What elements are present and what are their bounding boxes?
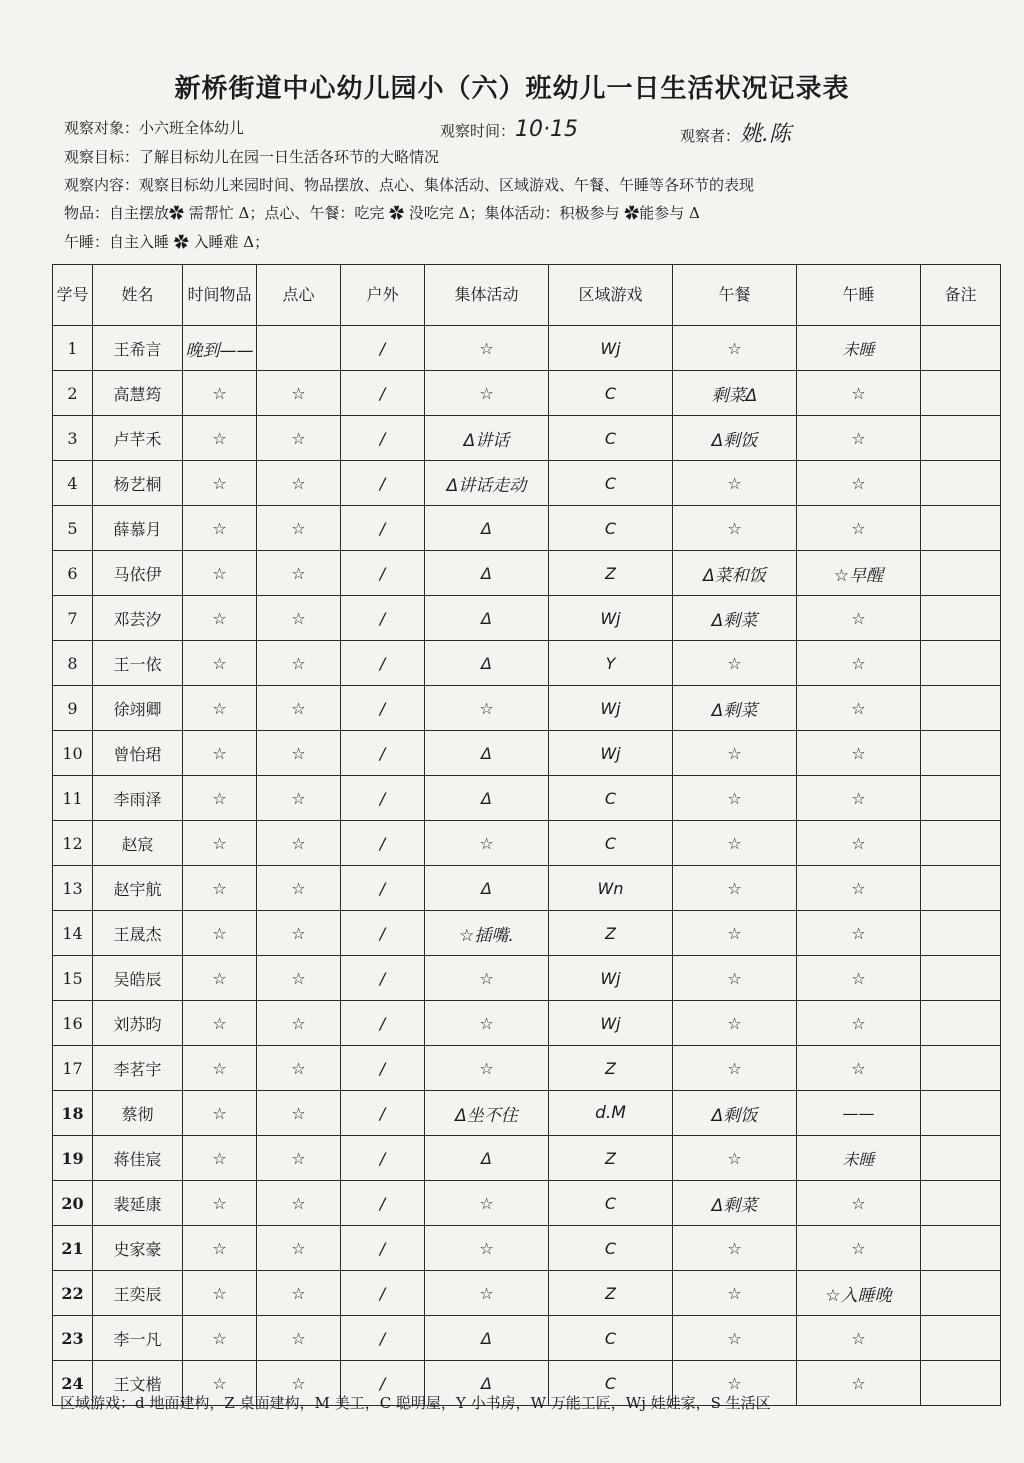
- snack-mark: ☆: [257, 731, 341, 776]
- lunch-mark: ☆: [673, 911, 797, 956]
- table-row: [53, 1091, 1001, 1136]
- header-cell: 备注: [921, 265, 1001, 326]
- lunch-mark: ☆: [673, 956, 797, 1001]
- student-name: 王希言: [93, 326, 183, 371]
- student-number: 1: [53, 326, 93, 371]
- lunch-mark: ☆: [673, 821, 797, 866]
- header-cell: 时间物品: [183, 265, 257, 326]
- group-activity-mark: ☆: [425, 686, 549, 731]
- area-game-mark: d.M: [549, 1091, 673, 1136]
- student-number: 8: [53, 641, 93, 686]
- table-row: [53, 776, 1001, 821]
- student-name: 赵宸: [93, 821, 183, 866]
- student-number: 9: [53, 686, 93, 731]
- group-activity-mark: Δ: [425, 506, 549, 551]
- content-label: 观察内容：: [64, 176, 140, 194]
- outdoor-mark: /: [341, 1091, 425, 1136]
- area-game-mark: Wj: [549, 596, 673, 641]
- observation-goal: [64, 146, 439, 167]
- items-mark: ☆: [183, 1361, 257, 1406]
- student-number: 7: [53, 596, 93, 641]
- lunch-mark: ☆: [673, 641, 797, 686]
- area-game-mark: Wj: [549, 956, 673, 1001]
- table-row: [53, 1136, 1001, 1181]
- lunch-mark: ☆: [673, 461, 797, 506]
- nap-mark: ☆: [797, 506, 921, 551]
- remark-cell: [921, 461, 1001, 506]
- area-game-mark: Z: [549, 1046, 673, 1091]
- student-name: 赵宇航: [93, 866, 183, 911]
- area-game-mark: C: [549, 506, 673, 551]
- items-mark: 晚到——: [183, 326, 257, 371]
- outdoor-mark: /: [341, 1226, 425, 1271]
- nap-mark: ☆: [797, 911, 921, 956]
- nap-mark: ☆: [797, 731, 921, 776]
- outdoor-mark: /: [341, 1361, 425, 1406]
- lunch-mark: ☆: [673, 1136, 797, 1181]
- lunch-mark: ☆: [673, 506, 797, 551]
- lunch-mark: ☆: [673, 1316, 797, 1361]
- student-name: 马依伊: [93, 551, 183, 596]
- time-label: 观察时间：: [440, 122, 516, 140]
- items-mark: ☆: [183, 911, 257, 956]
- table-row: [53, 641, 1001, 686]
- observation-time: [440, 117, 578, 142]
- remark-cell: [921, 866, 1001, 911]
- group-activity-mark: ☆: [425, 956, 549, 1001]
- remark-cell: [921, 1226, 1001, 1271]
- outdoor-mark: /: [341, 641, 425, 686]
- remark-cell: [921, 731, 1001, 776]
- nap-mark: ☆: [797, 641, 921, 686]
- snack-mark: ☆: [257, 551, 341, 596]
- lunch-mark: ☆: [673, 866, 797, 911]
- student-name: 李茗宇: [93, 1046, 183, 1091]
- outdoor-mark: /: [341, 866, 425, 911]
- table-row: [53, 596, 1001, 641]
- outdoor-mark: /: [341, 956, 425, 1001]
- area-game-mark: C: [549, 776, 673, 821]
- student-number: 12: [53, 821, 93, 866]
- items-mark: ☆: [183, 956, 257, 1001]
- area-game-mark: Z: [549, 551, 673, 596]
- header-cell: 午睡: [797, 265, 921, 326]
- group-activity-mark: Δ: [425, 776, 549, 821]
- outdoor-mark: /: [341, 416, 425, 461]
- header-cell: 点心: [257, 265, 341, 326]
- outdoor-mark: /: [341, 1046, 425, 1091]
- snack-mark: ☆: [257, 1181, 341, 1226]
- student-name: 吴皓辰: [93, 956, 183, 1001]
- student-number: 15: [53, 956, 93, 1001]
- student-number: 24: [53, 1361, 93, 1406]
- table-row: [53, 461, 1001, 506]
- outdoor-mark: /: [341, 776, 425, 821]
- nap-mark: 未睡: [797, 326, 921, 371]
- items-mark: ☆: [183, 1226, 257, 1271]
- nap-mark: ☆: [797, 1226, 921, 1271]
- header-cell: 学号: [53, 265, 93, 326]
- group-activity-mark: Δ: [425, 1316, 549, 1361]
- lunch-mark: ☆: [673, 1046, 797, 1091]
- observation-content: [64, 174, 754, 195]
- nap-mark: ☆: [797, 371, 921, 416]
- outdoor-mark: /: [341, 1001, 425, 1046]
- outdoor-mark: /: [341, 461, 425, 506]
- student-name: 王晟杰: [93, 911, 183, 956]
- snack-mark: ☆: [257, 461, 341, 506]
- table-row: [53, 866, 1001, 911]
- items-mark: ☆: [183, 866, 257, 911]
- outdoor-mark: /: [341, 596, 425, 641]
- snack-mark: ☆: [257, 1091, 341, 1136]
- snack-mark: ☆: [257, 776, 341, 821]
- remark-cell: [921, 956, 1001, 1001]
- student-number: 23: [53, 1316, 93, 1361]
- nap-mark: ☆: [797, 1361, 921, 1406]
- remark-cell: [921, 776, 1001, 821]
- snack-mark: ☆: [257, 416, 341, 461]
- lunch-mark: Δ剩菜: [673, 686, 797, 731]
- area-game-mark: C: [549, 821, 673, 866]
- items-mark: ☆: [183, 1136, 257, 1181]
- nap-mark: 未睡: [797, 1136, 921, 1181]
- snack-mark: ☆: [257, 1046, 341, 1091]
- header-cell: 集体活动: [425, 265, 549, 326]
- area-game-mark: C: [549, 416, 673, 461]
- nap-mark: ☆: [797, 416, 921, 461]
- group-activity-mark: Δ: [425, 641, 549, 686]
- nap-mark: ☆: [797, 956, 921, 1001]
- group-activity-mark: ☆: [425, 1226, 549, 1271]
- group-activity-mark: Δ讲话走动: [425, 461, 549, 506]
- student-number: 13: [53, 866, 93, 911]
- items-mark: ☆: [183, 776, 257, 821]
- snack-mark: ☆: [257, 956, 341, 1001]
- student-number: 3: [53, 416, 93, 461]
- student-number: 17: [53, 1046, 93, 1091]
- sheet-title: 新桥街道中心幼儿园小（六）班幼儿一日生活状况记录表: [174, 74, 850, 104]
- group-activity-mark: Δ: [425, 596, 549, 641]
- lunch-mark: ☆: [673, 1226, 797, 1271]
- items-mark: ☆: [183, 551, 257, 596]
- remark-cell: [921, 1271, 1001, 1316]
- items-mark: ☆: [183, 596, 257, 641]
- group-activity-mark: Δ: [425, 1136, 549, 1181]
- header-cell: 姓名: [93, 265, 183, 326]
- student-number: 16: [53, 1001, 93, 1046]
- nap-mark: ☆: [797, 1046, 921, 1091]
- outdoor-mark: /: [341, 911, 425, 956]
- area-game-mark: C: [549, 371, 673, 416]
- nap-mark: ☆: [797, 1316, 921, 1361]
- remark-cell: [921, 1181, 1001, 1226]
- student-number: 21: [53, 1226, 93, 1271]
- lunch-mark: Δ剩饭: [673, 416, 797, 461]
- student-name: 邓芸汐: [93, 596, 183, 641]
- items-mark: ☆: [183, 1316, 257, 1361]
- remark-cell: [921, 1046, 1001, 1091]
- table-row: [53, 956, 1001, 1001]
- snack-mark: ☆: [257, 596, 341, 641]
- group-activity-mark: ☆: [425, 326, 549, 371]
- remark-cell: [921, 371, 1001, 416]
- student-name: 曾怡珺: [93, 731, 183, 776]
- group-activity-mark: ☆: [425, 1181, 549, 1226]
- items-mark: ☆: [183, 1271, 257, 1316]
- group-activity-mark: Δ: [425, 551, 549, 596]
- items-mark: ☆: [183, 821, 257, 866]
- area-game-mark: C: [549, 1361, 673, 1406]
- nap-mark: ☆: [797, 821, 921, 866]
- snack-mark: ☆: [257, 1001, 341, 1046]
- snack-mark: ☆: [257, 1316, 341, 1361]
- group-activity-mark: Δ: [425, 866, 549, 911]
- student-number: 10: [53, 731, 93, 776]
- object-label: 观察对象：: [64, 119, 140, 137]
- outdoor-mark: /: [341, 1136, 425, 1181]
- table-row: [53, 416, 1001, 461]
- observer-value: 姚.陈: [740, 122, 792, 147]
- area-game-legend: 区域游戏：d 地面建构，Z 桌面建构，M 美工，C 聪明屋，Y 小书房，W 万能工匠，Wj 娃娃家，S 生活区: [60, 1394, 771, 1412]
- group-activity-mark: Δ坐不住: [425, 1091, 549, 1136]
- outdoor-mark: /: [341, 371, 425, 416]
- remark-cell: [921, 1091, 1001, 1136]
- items-mark: ☆: [183, 731, 257, 776]
- remark-cell: [921, 821, 1001, 866]
- remark-cell: [921, 641, 1001, 686]
- group-activity-mark: Δ讲话: [425, 416, 549, 461]
- student-name: 李雨泽: [93, 776, 183, 821]
- items-mark: ☆: [183, 1091, 257, 1136]
- student-number: 19: [53, 1136, 93, 1181]
- lunch-mark: ☆: [673, 326, 797, 371]
- area-game-mark: Z: [549, 1271, 673, 1316]
- header-row: [53, 265, 1001, 326]
- table-row: [53, 1001, 1001, 1046]
- outdoor-mark: /: [341, 686, 425, 731]
- lunch-mark: ☆: [673, 776, 797, 821]
- remark-cell: [921, 1136, 1001, 1181]
- table-row: [53, 1181, 1001, 1226]
- student-name: 裴延康: [93, 1181, 183, 1226]
- snack-mark: ☆: [257, 1136, 341, 1181]
- snack-mark: ☆: [257, 1226, 341, 1271]
- group-activity-mark: Δ: [425, 731, 549, 776]
- group-activity-mark: ☆: [425, 371, 549, 416]
- student-name: 蒋佳宸: [93, 1136, 183, 1181]
- snack-mark: ☆: [257, 911, 341, 956]
- area-game-mark: C: [549, 1316, 673, 1361]
- snack-mark: ☆: [257, 1361, 341, 1406]
- outdoor-mark: /: [341, 326, 425, 371]
- outdoor-mark: /: [341, 731, 425, 776]
- student-number: 4: [53, 461, 93, 506]
- student-name: 杨艺桐: [93, 461, 183, 506]
- items-mark: ☆: [183, 1181, 257, 1226]
- object-value: 小六班全体幼儿: [139, 119, 245, 137]
- table-row: [53, 326, 1001, 371]
- lunch-mark: ☆: [673, 731, 797, 776]
- snack-mark: ☆: [257, 641, 341, 686]
- nap-mark: ☆: [797, 686, 921, 731]
- lunch-mark: Δ菜和饭: [673, 551, 797, 596]
- snack-mark: ☆: [257, 506, 341, 551]
- outdoor-mark: /: [341, 1316, 425, 1361]
- legend-line-1: 物品：自主摆放✿ 需帮忙 Δ；点心、午餐：吃完 ✿ 没吃完 Δ；集体活动：积极参与 ✿能参与 Δ: [64, 204, 700, 222]
- student-number: 6: [53, 551, 93, 596]
- group-activity-mark: ☆插嘴.: [425, 911, 549, 956]
- remark-cell: [921, 1316, 1001, 1361]
- nap-mark: ☆: [797, 1001, 921, 1046]
- nap-mark: ☆早醒: [797, 551, 921, 596]
- outdoor-mark: /: [341, 551, 425, 596]
- outdoor-mark: /: [341, 1271, 425, 1316]
- table-row: [53, 1316, 1001, 1361]
- student-number: 11: [53, 776, 93, 821]
- observer: [680, 117, 791, 148]
- items-mark: ☆: [183, 461, 257, 506]
- snack-mark: ☆: [257, 1271, 341, 1316]
- nap-mark: ☆: [797, 1181, 921, 1226]
- student-number: 2: [53, 371, 93, 416]
- student-name: 王奕辰: [93, 1271, 183, 1316]
- legend-line-2: 午睡：自主入睡 ✿ 入睡难 Δ；: [64, 233, 270, 251]
- items-mark: ☆: [183, 416, 257, 461]
- snack-mark: [257, 326, 341, 371]
- area-game-mark: Wj: [549, 1001, 673, 1046]
- content-value: 观察目标幼儿来园时间、物品摆放、点心、集体活动、区域游戏、午餐、午睡等各环节的表现: [139, 176, 755, 194]
- outdoor-mark: /: [341, 821, 425, 866]
- student-name: 史家豪: [93, 1226, 183, 1271]
- goal-value: 了解目标幼儿在园一日生活各环节的大略情况: [139, 148, 440, 166]
- student-name: 王文楷: [93, 1361, 183, 1406]
- remark-cell: [921, 1361, 1001, 1406]
- area-game-mark: Wj: [549, 326, 673, 371]
- table-row: [53, 371, 1001, 416]
- lunch-mark: Δ剩饭: [673, 1091, 797, 1136]
- items-mark: ☆: [183, 641, 257, 686]
- student-name: 蔡彻: [93, 1091, 183, 1136]
- table-row: [53, 551, 1001, 596]
- student-number: 14: [53, 911, 93, 956]
- items-mark: ☆: [183, 371, 257, 416]
- student-number: 5: [53, 506, 93, 551]
- student-name: 刘苏昀: [93, 1001, 183, 1046]
- student-name: 徐翊卿: [93, 686, 183, 731]
- outdoor-mark: /: [341, 1181, 425, 1226]
- area-game-mark: Z: [549, 1136, 673, 1181]
- goal-label: 观察目标：: [64, 148, 140, 166]
- area-game-mark: Z: [549, 911, 673, 956]
- area-game-mark: C: [549, 1181, 673, 1226]
- group-activity-mark: ☆: [425, 1046, 549, 1091]
- lunch-mark: Δ剩菜: [673, 1181, 797, 1226]
- student-number: 22: [53, 1271, 93, 1316]
- header-cell: 户外: [341, 265, 425, 326]
- area-game-mark: Y: [549, 641, 673, 686]
- remark-cell: [921, 911, 1001, 956]
- lunch-mark: ☆: [673, 1001, 797, 1046]
- outdoor-mark: /: [341, 506, 425, 551]
- items-mark: ☆: [183, 1046, 257, 1091]
- area-game-mark: C: [549, 461, 673, 506]
- remark-cell: [921, 596, 1001, 641]
- snack-mark: ☆: [257, 371, 341, 416]
- remark-cell: [921, 506, 1001, 551]
- lunch-mark: Δ剩菜: [673, 596, 797, 641]
- header-cell: 区域游戏: [549, 265, 673, 326]
- lunch-mark: 剩菜Δ: [673, 371, 797, 416]
- area-game-mark: Wj: [549, 686, 673, 731]
- items-mark: ☆: [183, 506, 257, 551]
- nap-mark: ——: [797, 1091, 921, 1136]
- table-body: [53, 326, 1001, 1406]
- time-value: 10·15: [515, 117, 578, 142]
- student-name: 高慧筠: [93, 371, 183, 416]
- student-name: 卢芊禾: [93, 416, 183, 461]
- nap-mark: ☆: [797, 461, 921, 506]
- lunch-mark: ☆: [673, 1361, 797, 1406]
- remark-cell: [921, 686, 1001, 731]
- observer-label: 观察者：: [680, 127, 741, 145]
- remark-cell: [921, 416, 1001, 461]
- remark-cell: [921, 1001, 1001, 1046]
- items-mark: ☆: [183, 1001, 257, 1046]
- nap-mark: ☆入睡晚: [797, 1271, 921, 1316]
- snack-mark: ☆: [257, 821, 341, 866]
- table-row: [53, 506, 1001, 551]
- area-game-mark: Wn: [549, 866, 673, 911]
- table-row: [53, 1046, 1001, 1091]
- table-row: [53, 911, 1001, 956]
- snack-mark: ☆: [257, 866, 341, 911]
- nap-mark: ☆: [797, 866, 921, 911]
- area-game-mark: Wj: [549, 731, 673, 776]
- student-number: 18: [53, 1091, 93, 1136]
- group-activity-mark: Δ: [425, 1361, 549, 1406]
- items-mark: ☆: [183, 686, 257, 731]
- student-number: 20: [53, 1181, 93, 1226]
- table-row: [53, 686, 1001, 731]
- student-name: 王一依: [93, 641, 183, 686]
- observation-object: [64, 117, 244, 138]
- table-row: [53, 1271, 1001, 1316]
- lunch-mark: ☆: [673, 1271, 797, 1316]
- table-row: [53, 731, 1001, 776]
- remark-cell: [921, 326, 1001, 371]
- table-row: [53, 1226, 1001, 1271]
- table-row: [53, 821, 1001, 866]
- student-name: 李一凡: [93, 1316, 183, 1361]
- remark-cell: [921, 551, 1001, 596]
- snack-mark: ☆: [257, 686, 341, 731]
- header-cell: 午餐: [673, 265, 797, 326]
- nap-mark: ☆: [797, 596, 921, 641]
- student-name: 薛慕月: [93, 506, 183, 551]
- nap-mark: ☆: [797, 776, 921, 821]
- group-activity-mark: ☆: [425, 1271, 549, 1316]
- record-table: [52, 264, 1001, 1406]
- group-activity-mark: ☆: [425, 1001, 549, 1046]
- group-activity-mark: ☆: [425, 821, 549, 866]
- area-game-mark: C: [549, 1226, 673, 1271]
